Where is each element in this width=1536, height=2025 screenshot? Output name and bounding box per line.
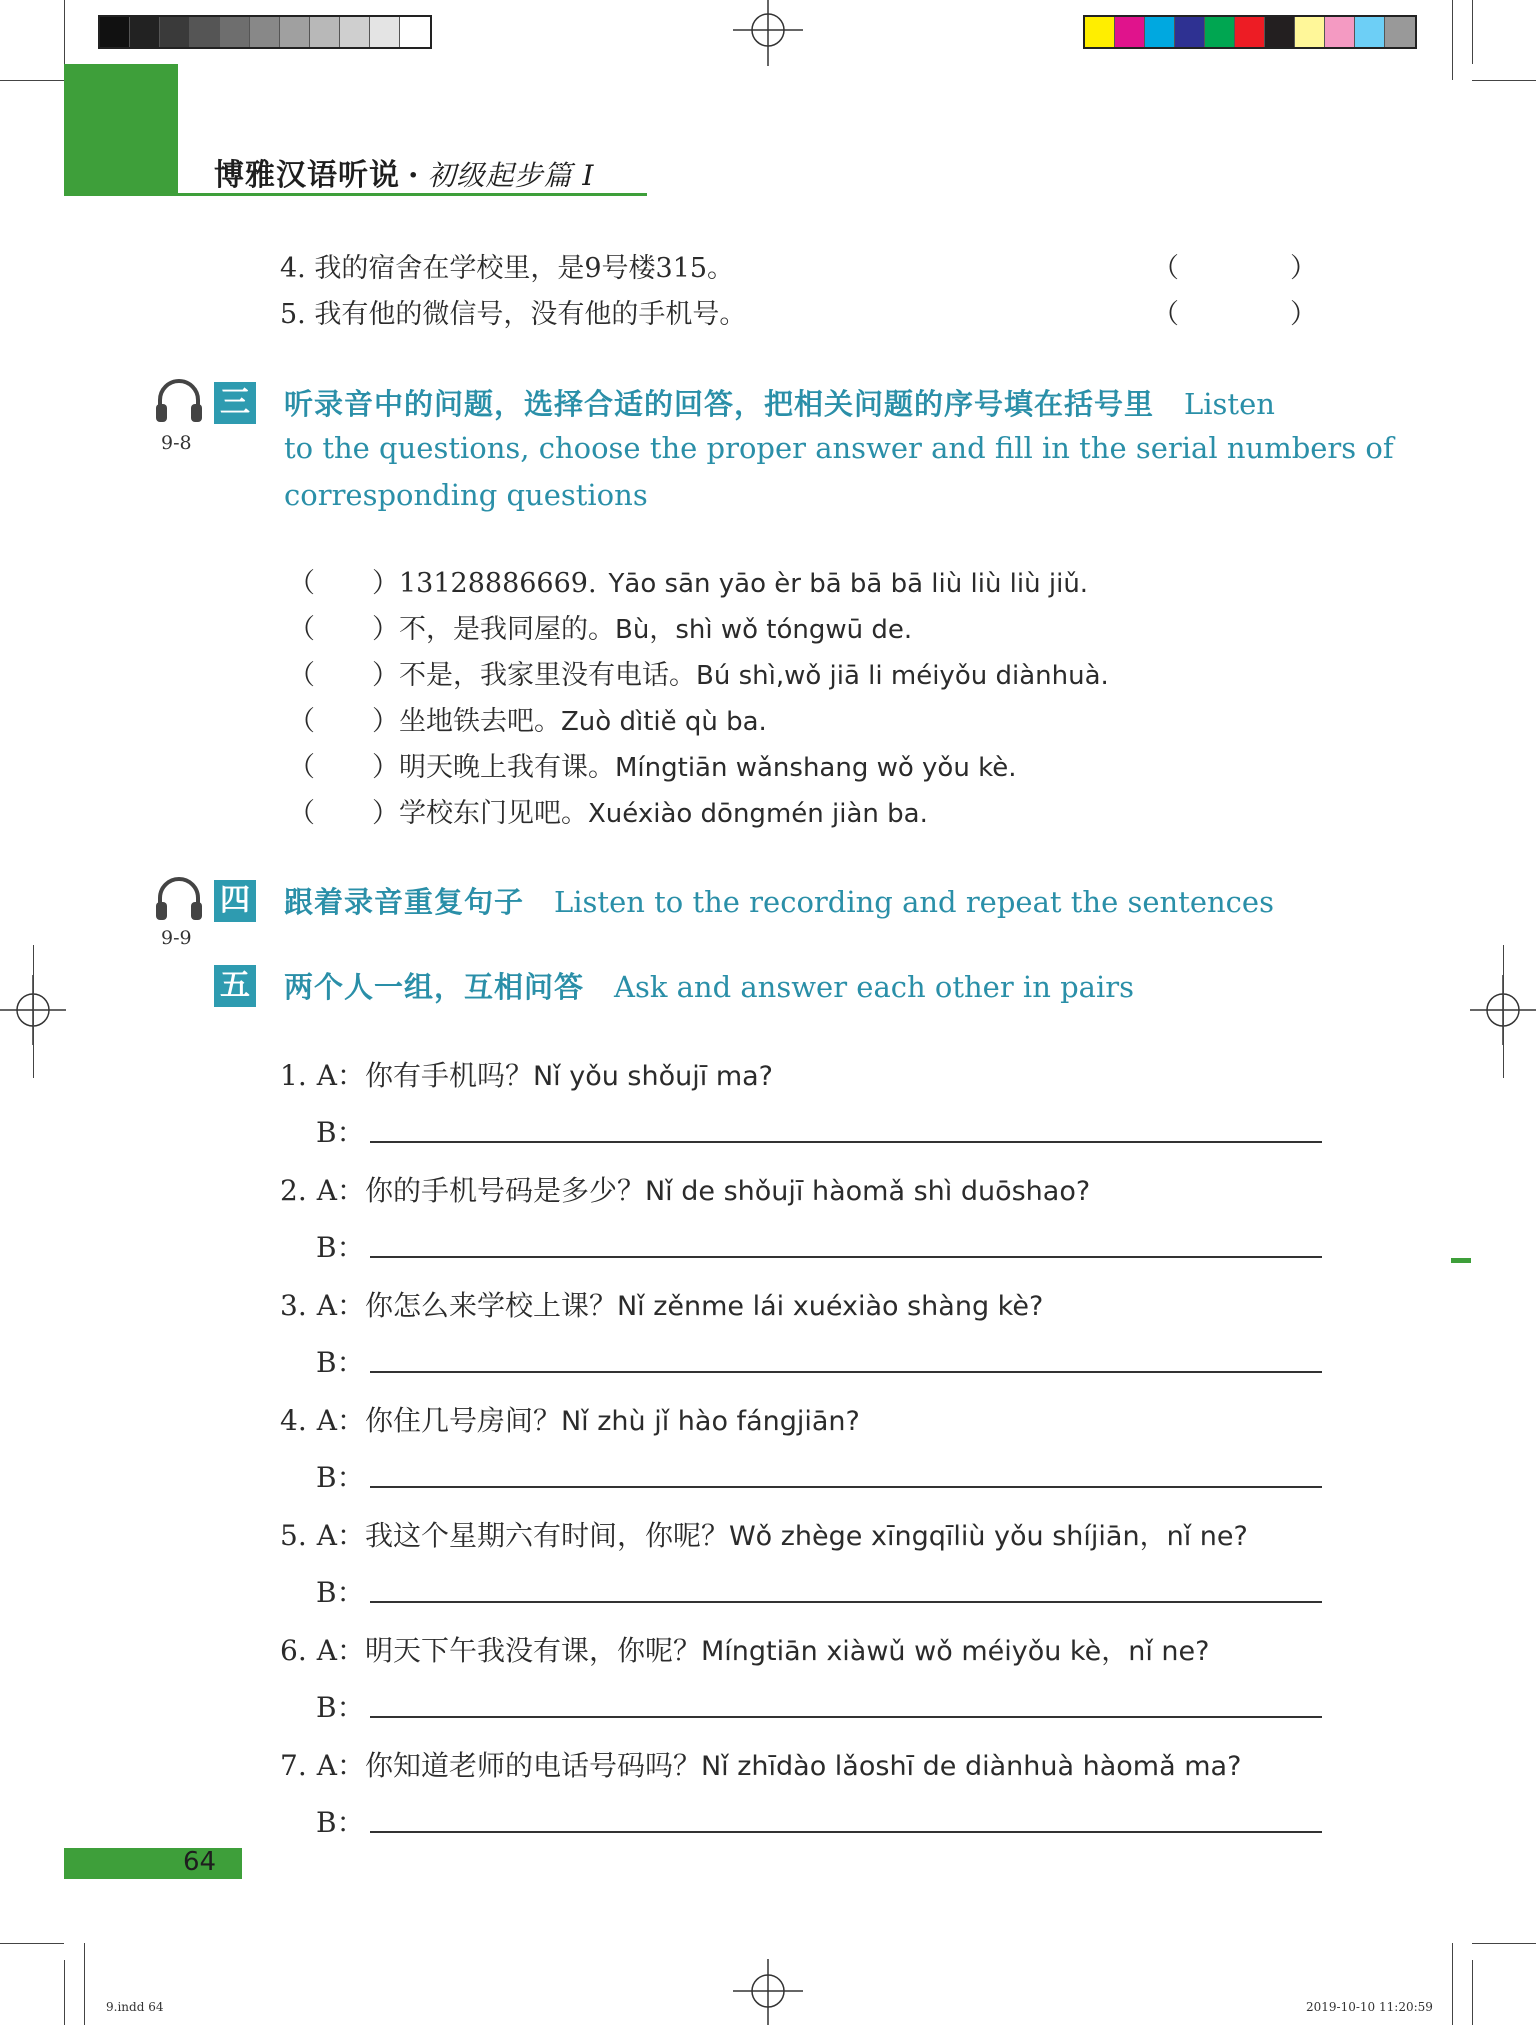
crop-line: [33, 945, 34, 1078]
answer-paren-open: （: [288, 798, 315, 829]
answer-paren-close: ）: [1290, 253, 1317, 284]
answer-chinese: 明天晚上我有课。: [399, 752, 615, 783]
answer-pinyin: Xuéxiào dōngmén jiàn ba.: [588, 799, 928, 829]
section-4-title-en: Listen to the recording and repeat the sentences: [554, 885, 1274, 919]
color-swatch-bar: [1083, 15, 1417, 49]
question-chinese: A：你的手机号码是多少？: [316, 1174, 645, 1207]
color-swatch: [1265, 17, 1295, 47]
answer-b-label: B：: [316, 1806, 365, 1839]
color-swatch: [1295, 17, 1325, 47]
crop-mark: [1472, 80, 1536, 81]
color-swatch: [1205, 17, 1235, 47]
paren-close: ）: [372, 614, 399, 645]
section-5-title-en: Ask and answer each other in pairs: [614, 970, 1134, 1004]
file-slug: 9.indd 64: [106, 2000, 164, 2014]
question-pinyin: Nǐ de shǒujī hàomǎ shì duōshao?: [644, 1176, 1091, 1207]
color-swatch: [130, 17, 160, 47]
answer-option: [372, 745, 1016, 784]
section-3-title-en-line-3: corresponding questions: [284, 478, 648, 512]
answer-paren-open: （: [1152, 299, 1179, 330]
crop-mark: [1452, 0, 1453, 80]
question-pinyin: Míngtiān xiàwǔ wǒ méiyǒu kè，nǐ ne?: [700, 1636, 1210, 1667]
answer-option: [372, 561, 1088, 600]
answer-blank-line[interactable]: [370, 1601, 1322, 1603]
color-swatch: [160, 17, 190, 47]
header-green-block: [64, 64, 178, 195]
color-swatch: [340, 17, 370, 47]
crop-mark: [1472, 1960, 1473, 2025]
question-pinyin: Nǐ yǒu shǒujī ma?: [532, 1061, 773, 1092]
crop-mark: [0, 80, 64, 81]
color-swatch: [280, 17, 310, 47]
crop-mark: [0, 1943, 64, 1944]
answer-b-label: B：: [316, 1231, 365, 1264]
answer-paren-open: （: [288, 752, 315, 783]
answer-blank-line[interactable]: [370, 1486, 1322, 1488]
answer-b-label: B：: [316, 1346, 365, 1379]
headphones-audio-icon[interactable]: [154, 378, 204, 424]
answer-paren-open: （: [1152, 253, 1179, 284]
book-title-main: 博雅汉语听说: [214, 158, 400, 193]
color-swatch: [220, 17, 250, 47]
question-pinyin: Wǒ zhège xīngqīliù yǒu shíjiān，nǐ ne?: [728, 1521, 1248, 1552]
book-subtitle: 初级起步篇 I: [427, 159, 595, 192]
question-chinese: A：你住几号房间？: [316, 1404, 561, 1437]
answer-paren-open: （: [288, 660, 315, 691]
answer-paren-close: ）: [1290, 299, 1317, 330]
question-chinese: A：我这个星期六有时间，你呢？: [316, 1519, 729, 1552]
color-swatch: [1085, 17, 1115, 47]
question-number: 2.: [280, 1174, 307, 1207]
question-chinese: A：你有手机吗？: [316, 1059, 533, 1092]
crop-line: [1503, 945, 1504, 1078]
answer-blank-line[interactable]: [370, 1256, 1322, 1258]
question-pinyin: Nǐ zěnme lái xuéxiào shàng kè?: [616, 1291, 1044, 1322]
question-chinese: A：你知道老师的电话号码吗？: [316, 1749, 701, 1782]
answer-pinyin: Míngtiān wǎnshang wǒ yǒu kè.: [615, 753, 1017, 783]
paren-close: ）: [372, 752, 399, 783]
crop-mark: [84, 1943, 85, 2025]
answer-b-label: B：: [316, 1691, 365, 1724]
dialogue-question: [280, 1514, 1248, 1554]
color-swatch: [100, 17, 130, 47]
dialogue-question: [280, 1744, 1241, 1784]
statement-5: 5. 我有他的微信号，没有他的手机号。: [280, 299, 747, 330]
statement-4: 4. 我的宿舍在学校里，是9号楼315。: [280, 253, 735, 284]
color-swatch: [310, 17, 340, 47]
section-3-title-en-line-2: to the questions, choose the proper answer and fill in the serial numbers of: [284, 431, 1394, 465]
question-number: 1.: [280, 1059, 307, 1092]
section-4-title-cn: 跟着录音重复句子: [284, 885, 525, 919]
answer-pinyin: Yāo sān yāo èr bā bā bā liù liù liù jiǔ.: [608, 569, 1089, 599]
answer-pinyin: Zuò dìtiě qù ba.: [561, 707, 767, 737]
crop-mark: [1452, 1943, 1453, 2025]
color-swatch: [1175, 17, 1205, 47]
question-pinyin: Nǐ zhīdào lǎoshī de diànhuà hàomǎ ma?: [700, 1751, 1242, 1782]
question-number: 6.: [280, 1634, 307, 1667]
dialogue-question: [280, 1169, 1090, 1209]
color-swatch: [1145, 17, 1175, 47]
dialogue-question: [280, 1399, 860, 1439]
color-swatch: [370, 17, 400, 47]
answer-chinese: 13128886669.: [399, 568, 597, 599]
section-4-title: [284, 880, 1274, 921]
registration-mark-right-icon: [1466, 975, 1536, 1045]
color-swatch: [1325, 17, 1355, 47]
question-chinese: A：你怎么来学校上课？: [316, 1289, 617, 1322]
answer-blank-line[interactable]: [370, 1831, 1322, 1833]
paren-close: ）: [372, 706, 399, 737]
print-timestamp: 2019-10-10 11:20:59: [1306, 2000, 1433, 2014]
dialogue-question: [280, 1054, 773, 1094]
answer-option: [372, 607, 912, 646]
answer-pinyin: Bú shì,wǒ jiā li méiyǒu diànhuà.: [696, 661, 1109, 691]
question-chinese: A：明天下午我没有课，你呢？: [316, 1634, 701, 1667]
answer-paren-open: （: [288, 706, 315, 737]
page-number: 64: [183, 1847, 217, 1877]
registration-mark-top-icon: [733, 0, 803, 70]
paren-close: ）: [372, 568, 399, 599]
color-swatch: [250, 17, 280, 47]
dialogue-question: [280, 1284, 1043, 1324]
section-number-badge: 三: [214, 382, 256, 424]
answer-paren-open: （: [288, 568, 315, 599]
section-5-title-cn: 两个人一组，互相问答: [284, 970, 585, 1004]
answer-blank-line[interactable]: [370, 1716, 1322, 1718]
section-3-title-en: Listen: [1184, 387, 1275, 421]
answer-pinyin: Bù，shì wǒ tóngwū de.: [615, 615, 913, 645]
registration-mark-left-icon: [0, 975, 70, 1045]
answer-chinese: 学校东门见吧。: [399, 798, 588, 829]
answer-chinese: 坐地铁去吧。: [399, 706, 561, 737]
crop-mark: [64, 1960, 65, 2025]
answer-blank-line[interactable]: [370, 1371, 1322, 1373]
color-swatch: [400, 17, 430, 47]
audio-track-code: 9-9: [161, 927, 192, 949]
header-rule: [64, 193, 647, 196]
section-5-title: [284, 965, 1134, 1006]
answer-option: [372, 791, 928, 830]
answer-b-label: B：: [316, 1116, 365, 1149]
answer-b-label: B：: [316, 1461, 365, 1494]
audio-track-code: 9-8: [161, 432, 192, 454]
side-tab-mark: [1451, 1258, 1471, 1263]
color-swatch: [1385, 17, 1415, 47]
section-3-title-cn: 听录音中的问题，选择合适的回答，把相关问题的序号填在括号里: [284, 387, 1155, 421]
headphones-audio-icon[interactable]: [154, 876, 204, 922]
grayscale-swatch-bar: [98, 15, 432, 49]
crop-mark: [1472, 1943, 1536, 1944]
color-swatch: [1115, 17, 1145, 47]
question-number: 5.: [280, 1519, 307, 1552]
answer-chinese: 不是，我家里没有电话。: [399, 660, 696, 691]
answer-chinese: 不，是我同屋的。: [399, 614, 615, 645]
color-swatch: [190, 17, 220, 47]
answer-paren-open: （: [288, 614, 315, 645]
question-number: 7.: [280, 1749, 307, 1782]
book-title: [214, 150, 594, 194]
section-number-badge: 四: [214, 880, 256, 922]
answer-option: [372, 653, 1109, 692]
paren-close: ）: [372, 798, 399, 829]
section-3-title: [284, 382, 1275, 423]
crop-mark: [1472, 0, 1473, 64]
crop-mark: [64, 0, 65, 64]
answer-b-label: B：: [316, 1576, 365, 1609]
answer-blank-line[interactable]: [370, 1141, 1322, 1143]
registration-mark-bottom-icon: [733, 1955, 803, 2025]
answer-option: [372, 699, 767, 738]
title-dot: ·: [408, 158, 420, 193]
question-pinyin: Nǐ zhù jǐ hào fángjiān?: [560, 1406, 860, 1437]
color-swatch: [1355, 17, 1385, 47]
dialogue-question: [280, 1629, 1209, 1669]
question-number: 4.: [280, 1404, 307, 1437]
paren-close: ）: [372, 660, 399, 691]
color-swatch: [1235, 17, 1265, 47]
question-number: 3.: [280, 1289, 307, 1322]
section-number-badge: 五: [214, 965, 256, 1007]
